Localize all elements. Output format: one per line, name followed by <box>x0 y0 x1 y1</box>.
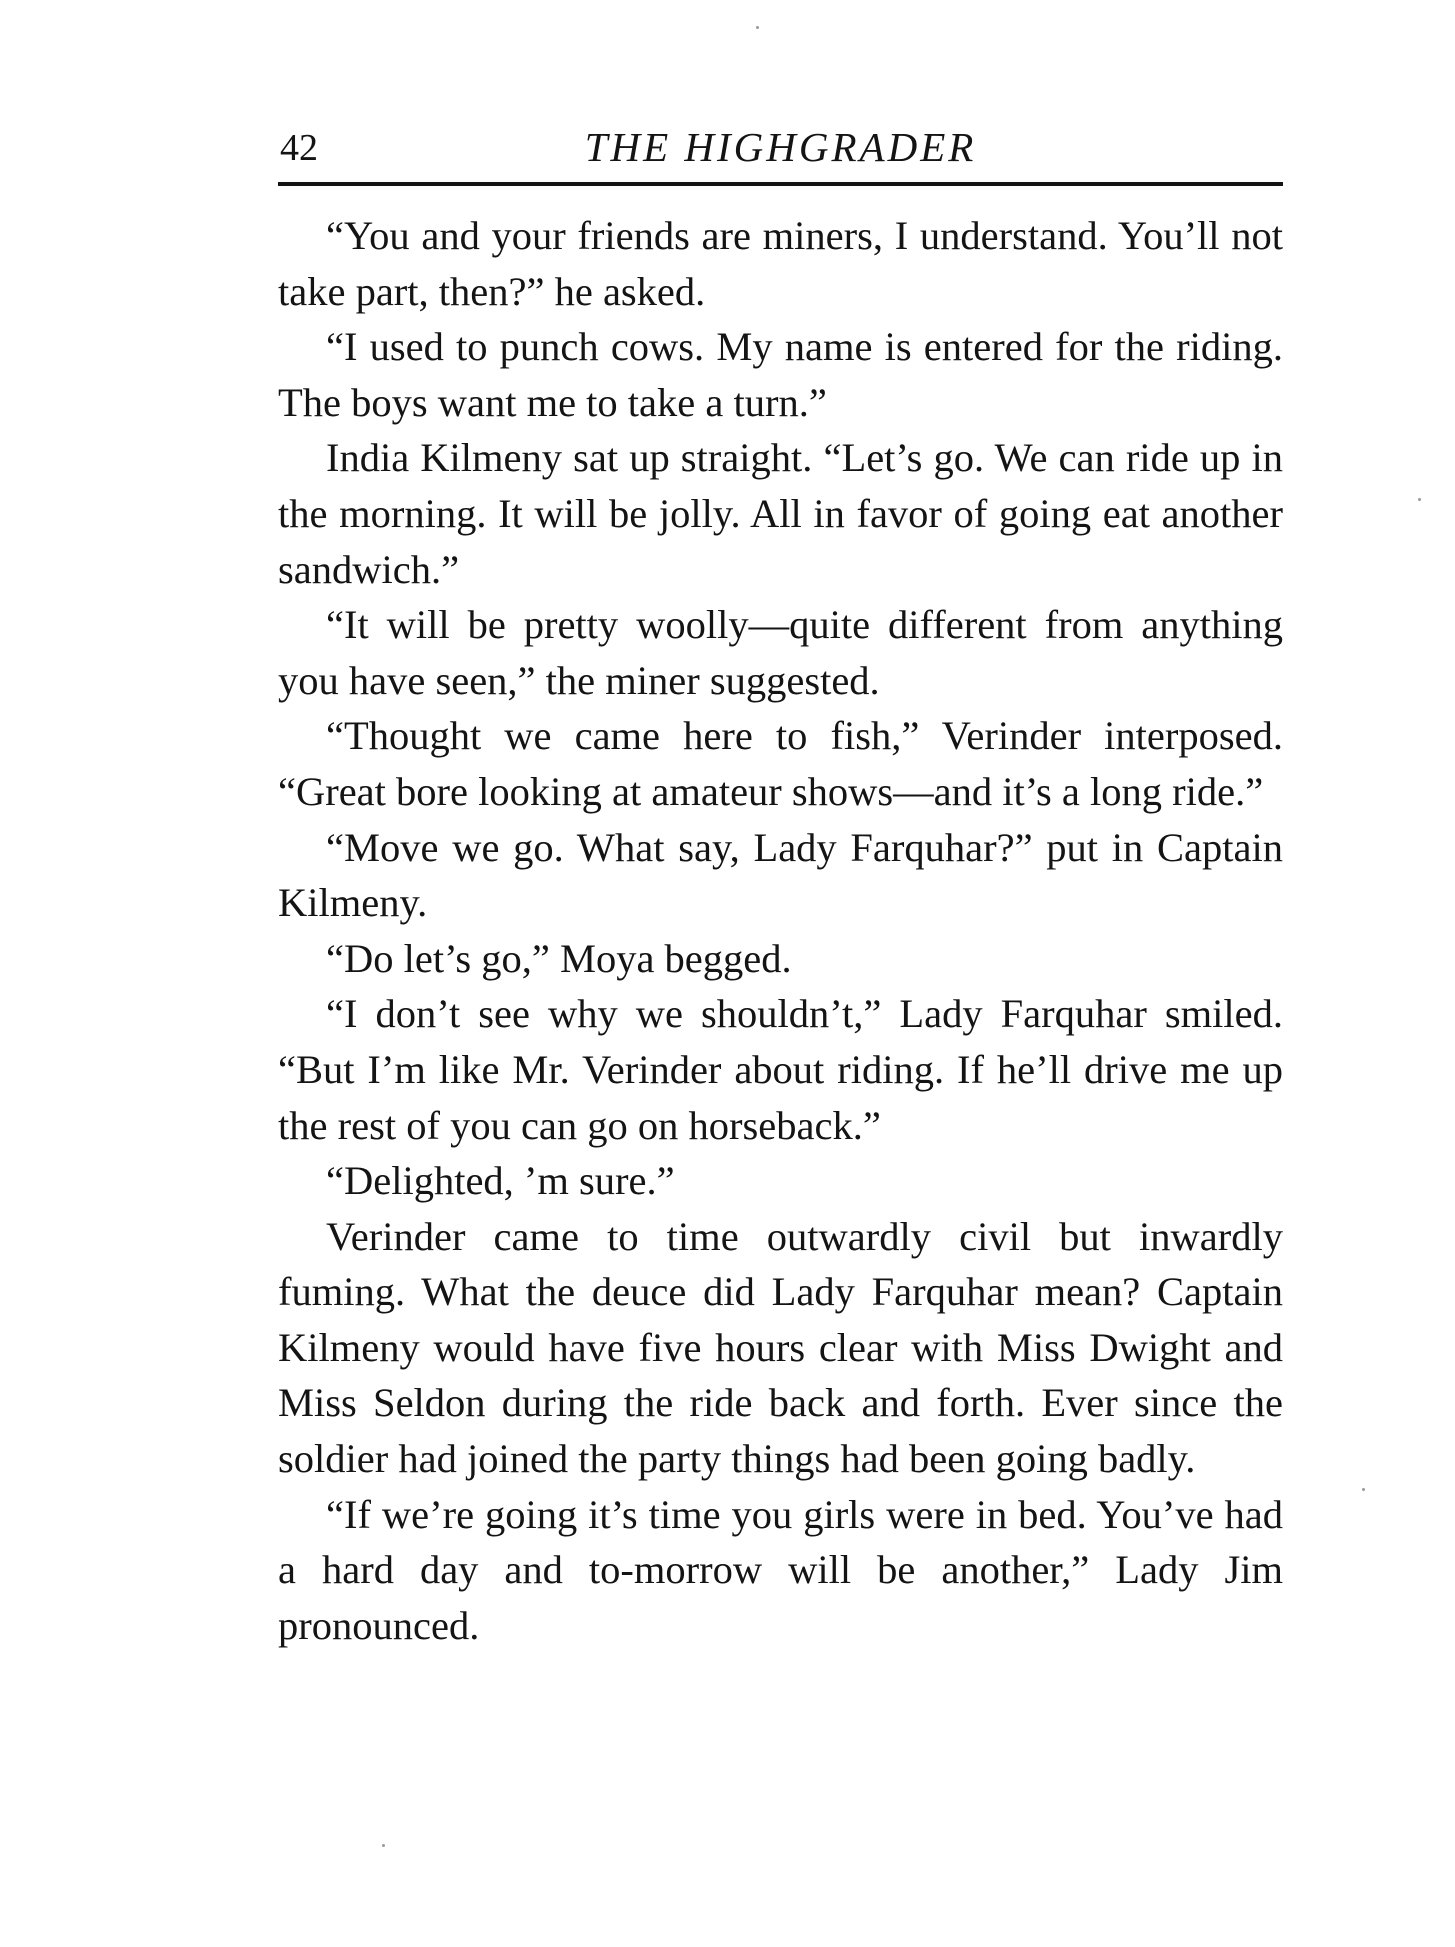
paragraph: “Thought we came here to fish,” Verinder interposed. “Great bore looking at amateur shows—and it’s a long ride.” <box>278 713 1283 814</box>
paragraph: India Kilmeny sat up straight. “Let’s go. We can ride up in the morning. It will be jolly. All in favor of going eat another sandwich.” <box>278 435 1283 592</box>
paragraph: Verinder came to time outwardly civil but inwardly fuming. What the deuce did Lady Farquhar mean? Captain Kilmeny would have five hours clear with Miss Dwight and Miss Seldon during the ride back and forth. Ever since the soldier had joined the party things had been going badly. <box>278 1213 1283 1482</box>
paper-speck <box>756 26 759 29</box>
paragraph: “I don’t see why we shouldn’t,” Lady Farquhar smiled. “But I’m like Mr. Verinder about riding. If he’ll drive me up the rest of you can go on horseback.” <box>278 991 1283 1148</box>
running-title: THE HIGHGRADER <box>584 124 977 170</box>
paragraph: “I used to punch cows. My name is entered for the riding. The boys want me to take a turn.” <box>278 324 1283 425</box>
paper-speck <box>1418 498 1421 501</box>
paragraph: “Do let’s go,” Moya begged. <box>326 935 792 981</box>
page-number: 42 <box>280 127 318 169</box>
paper-speck <box>382 1844 385 1847</box>
body-text <box>278 208 1283 1653</box>
paragraph: “Move we go. What say, Lady Farquhar?” put in Captain Kilmeny. <box>278 824 1283 926</box>
paragraph: “It will be pretty woolly—quite different from anything you have seen,” the miner suggested. <box>278 602 1283 703</box>
paragraph: “If we’re going it’s time you girls were in bed. You’ve had a hard day and to-morrow will be another,” Lady Jim pronounced. <box>278 1491 1283 1648</box>
paper-speck <box>1362 1488 1365 1491</box>
page-header <box>278 118 1283 182</box>
paragraph: “Delighted, ’m sure.” <box>326 1158 675 1204</box>
header-rule <box>278 182 1283 186</box>
paragraph: “You and your friends are miners, I understand. You’ll not take part, then?” he asked. <box>278 213 1283 314</box>
